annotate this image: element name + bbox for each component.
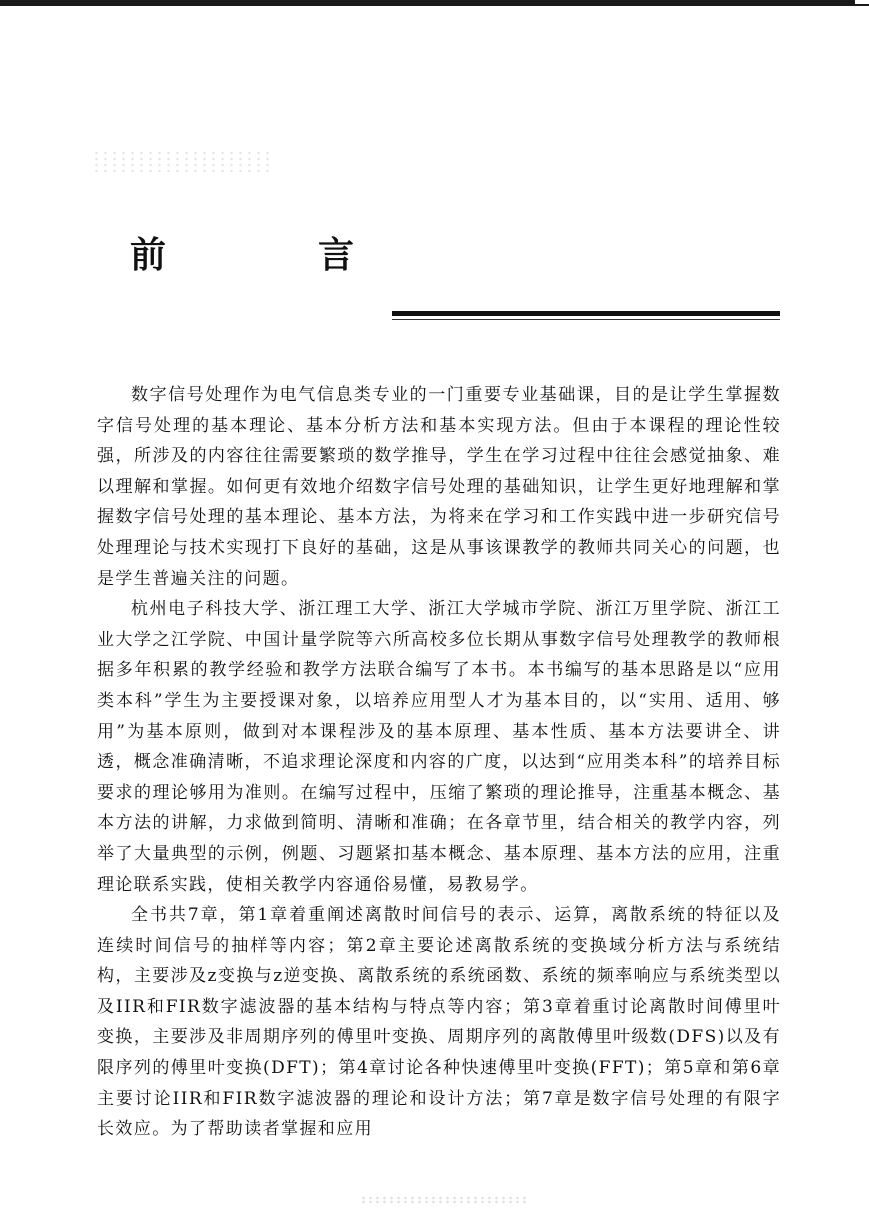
title-rule-thin: [392, 319, 780, 320]
scan-noise-bottom: [360, 1196, 530, 1204]
preface-body: [97, 380, 781, 1145]
scan-top-border: [0, 0, 869, 6]
scan-top-border-gap: [855, 0, 869, 4]
scan-noise: [92, 150, 272, 172]
paragraph-1: 数字信号处理作为电气信息类专业的一门重要专业基础课，目的是让学生掌握数字信号处理的基本理论、基本分析方法和基本实现方法。但由于本课程的理论性较强，所涉及的内容往往需要繁琐的数学推导，学生在学习过程中往往会感觉抽象、难以理解和掌握。如何更有效地介绍数字信号处理的基础知识，让学生更好地理解和掌握数字信号处理的基本理论、基本方法，为将来在学习和工作实践中进一步研究信号处理理论与技术实现打下良好的基础，这是从事该课教学的教师共同关心的问题，也是学生普遍关注的问题。: [97, 385, 781, 589]
paragraph-2: 杭州电子科技大学、浙江理工大学、浙江大学城市学院、浙江万里学院、浙江工业大学之江学院、中国计量学院等六所高校多位长期从事数字信号处理教学的教师根据多年积累的教学经验和教学方法联合编写了本书。本书编写的基本思路是以“应用类本科”学生为主要授课对象，以培养应用型人才为基本目的，以“实用、适用、够用”为基本原则，做到对本课程涉及的基本原理、基本性质、基本方法要讲全、讲透，概念准确清晰，不追求理论深度和内容的广度，以达到“应用类本科”的培养目标要求的理论够用为准则。在编写过程中，压缩了繁琐的理论推导，注重基本概念、基本方法的讲解，力求做到简明、清晰和准确；在各章节里，结合相关的教学内容，列举了大量典型的示例，例题、习题紧扣基本概念、基本原理、基本方法的应用，注重理论联系实践，使相关教学内容通俗易懂，易教易学。: [97, 599, 781, 895]
page-title: 前 言: [130, 235, 413, 276]
title-rule-thick: [392, 311, 780, 316]
paragraph-3: 全书共7章，第1章着重阐述离散时间信号的表示、运算，离散系统的特征以及连续时间信号的抽样等内容；第2章主要论述离散系统的变换域分析方法与系统结构，主要涉及z变换与z逆变换、离散系统的系统函数、系统的频率响应与系统类型以及IIR和FIR数字滤波器的基本结构与特点等内容；第3章着重讨论离散时间傅里叶变换，主要涉及非周期序列的傅里叶变换、周期序列的离散傅里叶级数(DFS)以及有限序列的傅里叶变换(DFT)；第4章讨论各种快速傅里叶变换(FFT)；第5章和第6章主要讨论IIR和FIR数字滤波器的理论和设计方法；第7章是数字信号处理的有限字长效应。为了帮助读者掌握和应用: [97, 905, 781, 1140]
